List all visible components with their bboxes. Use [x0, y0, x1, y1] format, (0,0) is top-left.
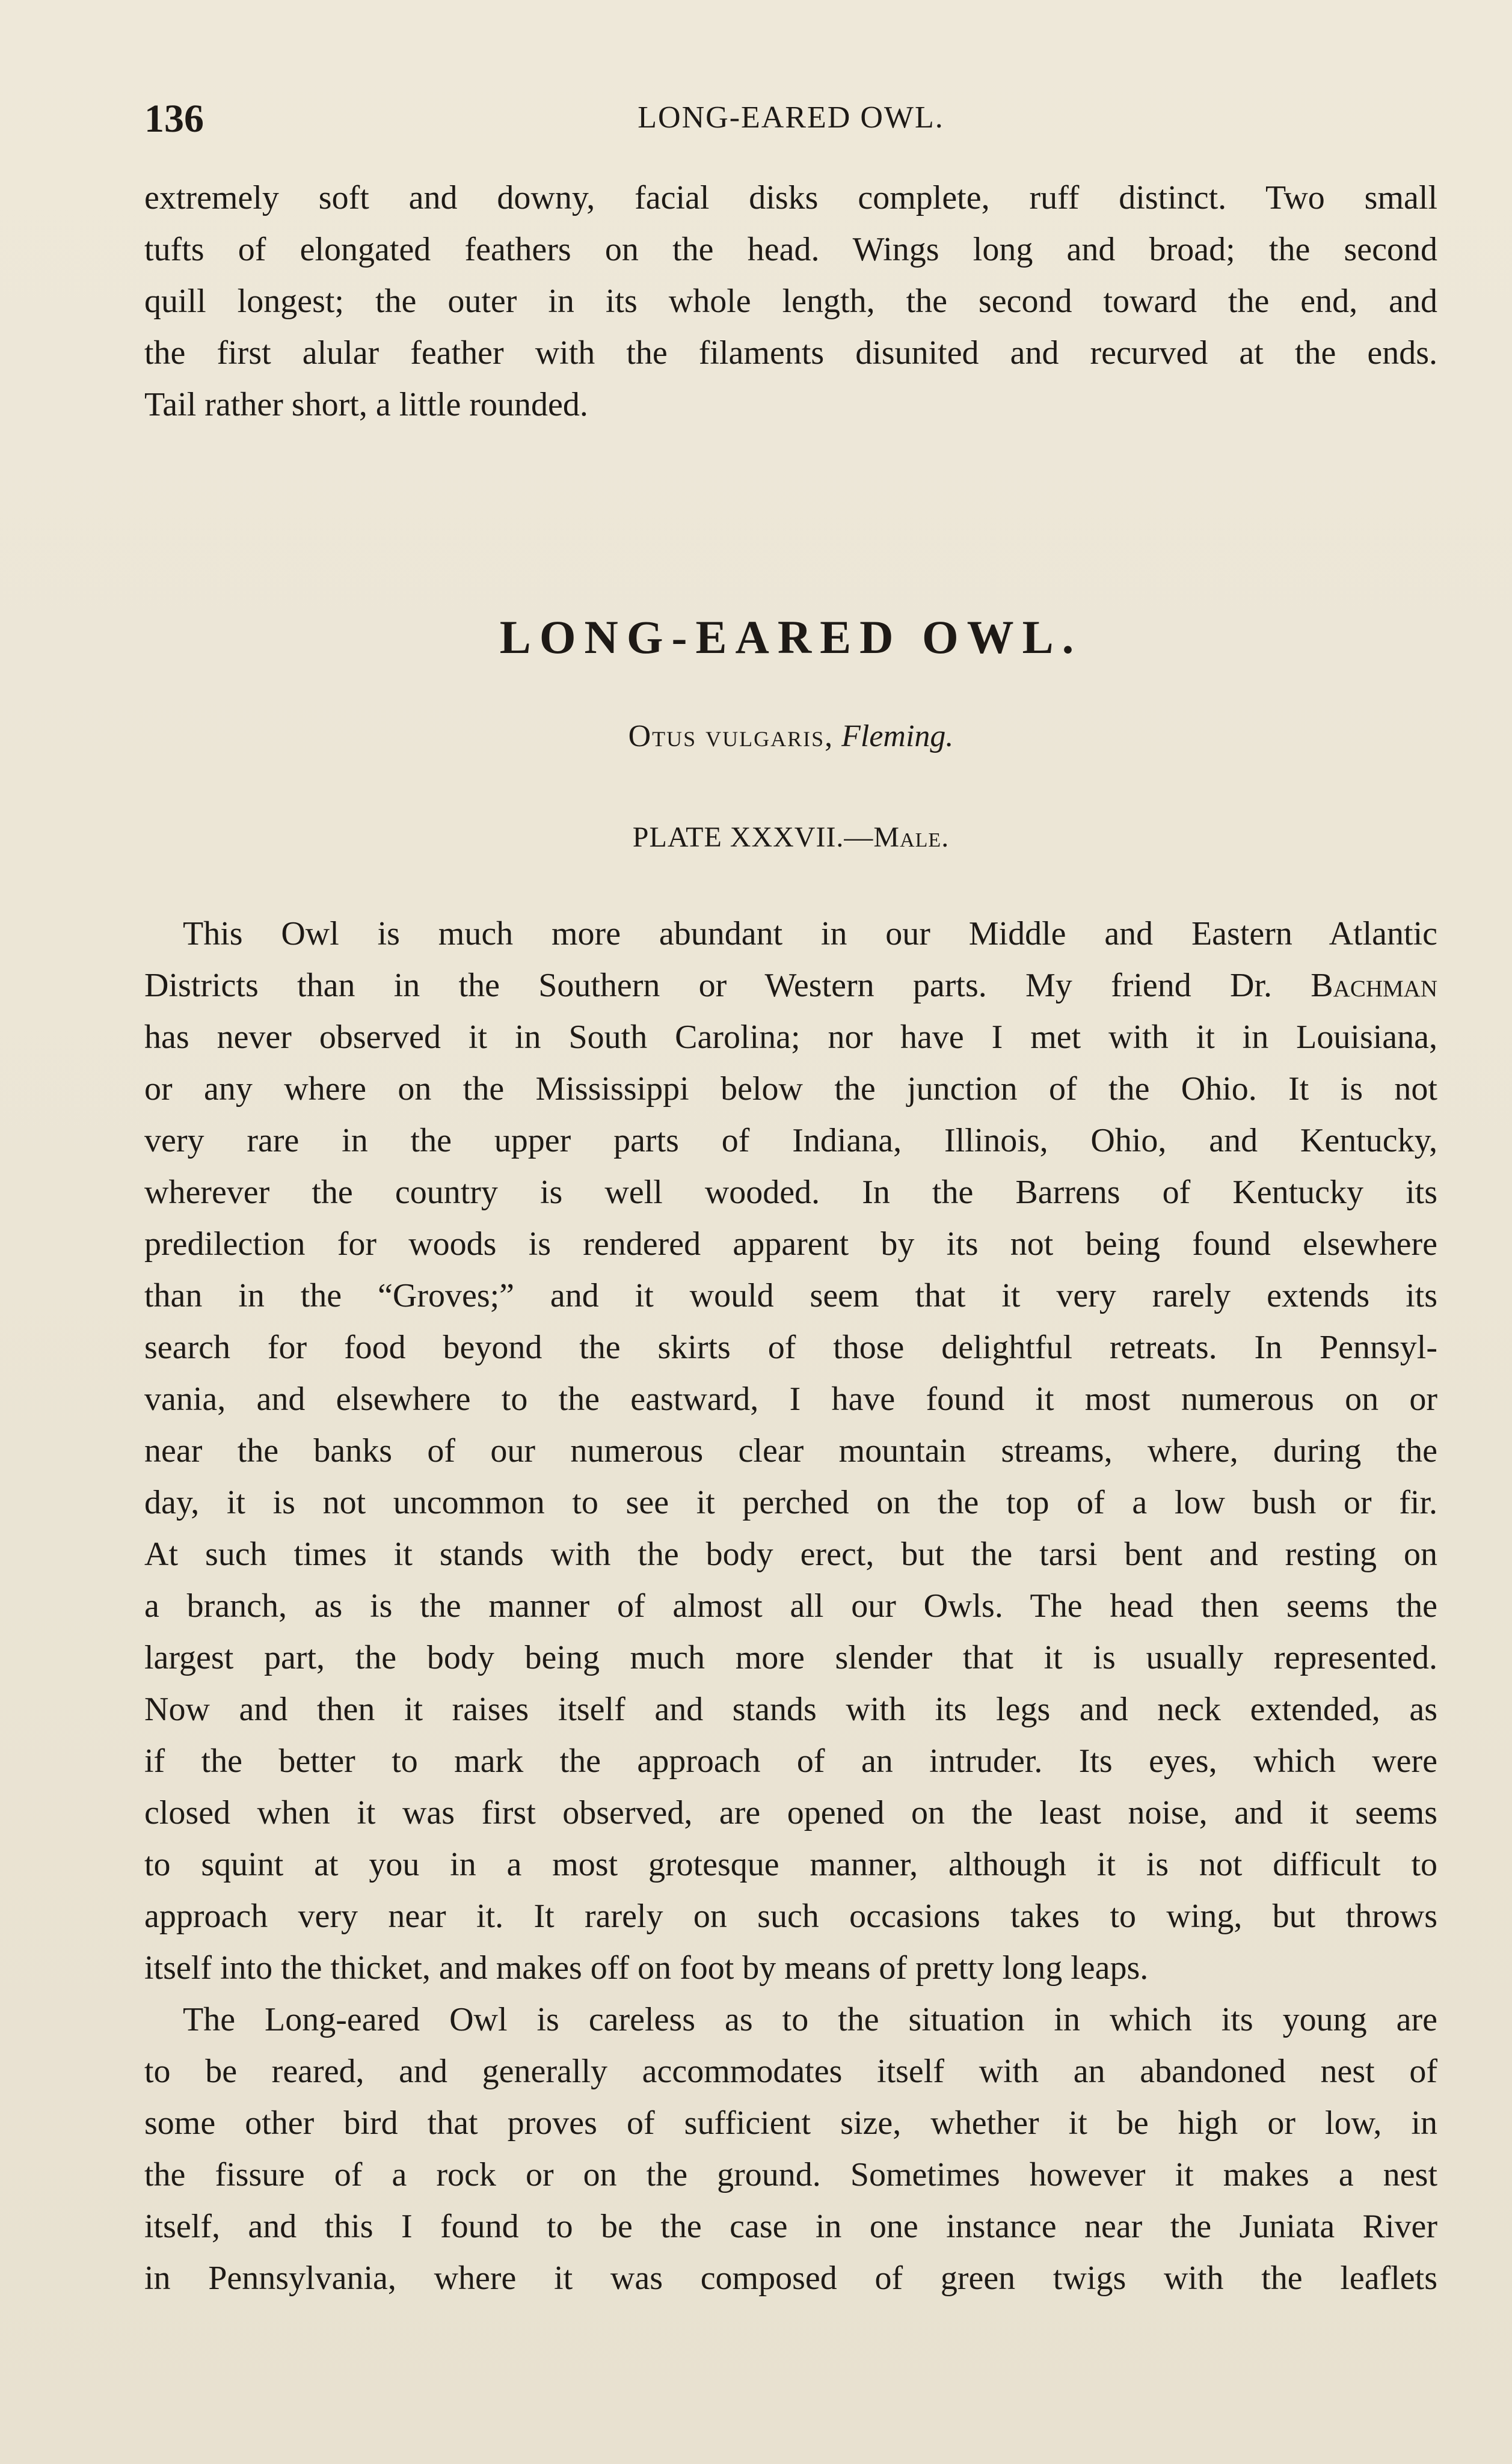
- plate-label: PLATE XXXVII.—: [632, 821, 874, 853]
- text-line: vania, and elsewhere to the eastward, I have found it most numerous on or: [144, 1381, 1437, 1418]
- text-line: the fissure of a rock or on the ground. Sometimes however it makes a nest: [144, 2156, 1437, 2193]
- text-line: than in the “Groves;” and it would seem that it very rarely extends its: [144, 1277, 1437, 1314]
- text-line: extremely soft and downy, facial disks complete, ruff distinct. Two small: [144, 179, 1437, 216]
- text-line: Now and then it raises itself and stands with its legs and neck extended, as: [144, 1691, 1437, 1728]
- text-line: near the banks of our numerous clear mountain streams, where, during the: [144, 1432, 1437, 1470]
- text-line: [144, 960, 1437, 1011]
- text-line: wherever the country is well wooded. In the Barrens of Kentucky its: [144, 1174, 1437, 1211]
- description-continued: [144, 172, 1437, 431]
- text-line: predilection for woods is rendered apparent by its not being found elsewhere: [144, 1225, 1437, 1263]
- text-line: a branch, as is the manner of almost all our Owls. The head then seems the: [144, 1587, 1437, 1625]
- authority: Fleming.: [841, 719, 954, 753]
- text-line: the first alular feather with the filaments disunited and recurved at the ends.: [144, 334, 1437, 372]
- text-line: tufts of elongated feathers on the head. Wings long and broad; the second: [144, 231, 1437, 268]
- text-line: if the better to mark the approach of an intruder. Its eyes, which were: [144, 1742, 1437, 1780]
- running-head: [144, 96, 1437, 150]
- text-line: search for food beyond the skirts of those delightful retreats. In Pennsyl-: [144, 1329, 1437, 1366]
- text-line: Tail rather short, a little rounded.: [144, 386, 588, 423]
- text-line: This Owl is much more abundant in our Middle and Eastern Atlantic: [183, 915, 1437, 952]
- text-line: has never observed it in South Carolina; nor have I met with it in Louisiana,: [144, 1019, 1437, 1056]
- text-line: At such times it stands with the body erect, but the tarsi bent and resting on: [144, 1536, 1437, 1573]
- species-title: LONG-EARED OWL.: [499, 611, 1083, 663]
- text-line: closed when it was first observed, are opened on the least noise, and it seems: [144, 1794, 1437, 1831]
- text-line: some other bird that proves of sufficient size, whether it be high or low, in: [144, 2104, 1437, 2142]
- text-line: The Long-eared Owl is careless as to the situation in which its young are: [183, 2001, 1437, 2038]
- text-line: itself into the thicket, and makes off on foot by means of pretty long leaps.: [144, 1949, 1149, 1987]
- text-line: quill longest; the outer in its whole length, the second toward the end, and: [144, 283, 1437, 320]
- text-line: largest part, the body being much more slender that it is usually represented.: [144, 1639, 1437, 1676]
- text-segment: Districts than in the Southern or Western parts. My friend Dr.: [144, 967, 1311, 1004]
- text-line: itself, and this I found to be the case in one instance near the Juniata River: [144, 2208, 1437, 2245]
- text-line: to squint at you in a most grotesque manner, although it is not difficult to: [144, 1846, 1437, 1883]
- text-line: or any where on the Mississippi below the junction of the Ohio. It is not: [144, 1070, 1437, 1108]
- text-line: to be reared, and generally accommodates itself with an abandoned nest of: [144, 2053, 1437, 2090]
- text-line: very rare in the upper parts of Indiana, Illinois, Ohio, and Kentucky,: [144, 1122, 1437, 1159]
- text-line: day, it is not uncommon to see it perched on the top of a low bush or fir.: [144, 1484, 1437, 1521]
- page-number: 136: [144, 97, 204, 141]
- plate-heading: [144, 821, 1437, 854]
- genus-species: Otus vulgaris,: [628, 719, 834, 753]
- text-line: approach very near it. It rarely on such occasions takes to wing, but throws: [144, 1898, 1437, 1935]
- paragraph-1: [144, 908, 1437, 1994]
- plate-sex: Male.: [873, 821, 950, 853]
- running-title: LONG-EARED OWL.: [638, 100, 944, 135]
- text-line: in Pennsylvania, where it was composed of green twigs with the leaflets: [144, 2260, 1437, 2297]
- paragraph-2: [144, 1994, 1437, 2304]
- person-name: Bachman: [1311, 967, 1437, 1004]
- scientific-name: [144, 719, 1437, 754]
